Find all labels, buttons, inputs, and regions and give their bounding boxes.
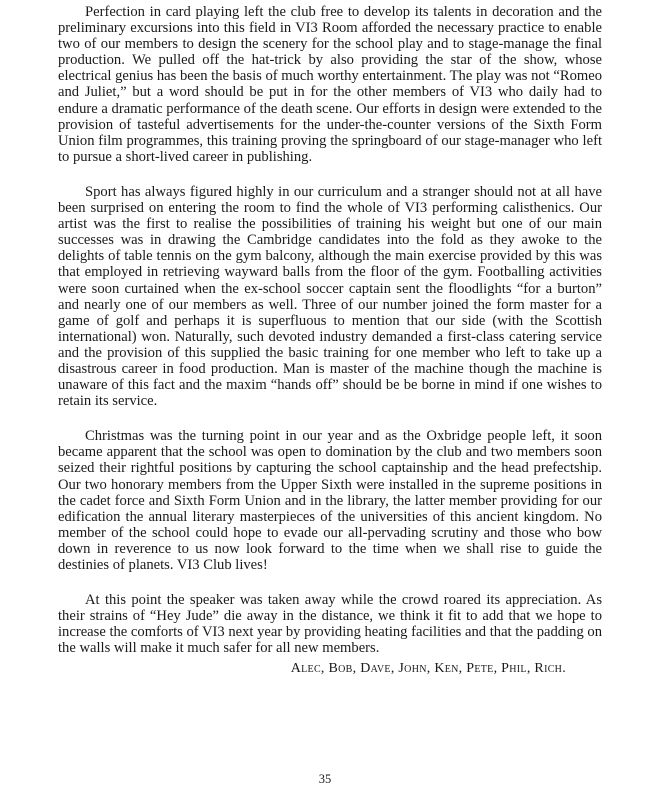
page-number: 35	[318, 772, 332, 786]
signature-names: Alec, Bob, Dave, John, Ken, Pete, Phil, Rich.	[290, 661, 566, 677]
paragraph-sport: Sport has always figured highly in our curriculum and a stranger should not at all have been surprised on entering the room to find the whole of VI3 performing calisthenics. Our artist was the first to realise the possibilities of training his weight but one of our main successes was in drawing the Cambridge candidates into the fold as they awoke to the delights of table tennis on the gym balcony, although the main exercise provided by this was that employed in retrieving wayward balls from the floor of the gym. Footballing activities were soon curtained when the ex-school soccer captain sent the floodlights “for a burton” and nearly one of our members as well. Three of our number joined the form master for a game of golf and perhaps it is superfluous to mention that our side (with the Scottish international) won. Naturally, such devoted industry demanded a first-class catering service and the provision of this supplied the basic training for one member who left to take up a disastrous career in food production. Man is master of the machine though the machine is unaware of this fact and the maxim “hands off” should be be borne in mind if one wishes to retain its service.	[58, 183, 602, 410]
paragraph-closing: At this point the speaker was taken away while the crowd roared its appreciation. As their strains of “Hey Jude” die away in the distance, we think it fit to add that we hope to increase the comforts of VI3 next year by providing heating facilities and that the padding on the walls will make it much safer for all new members.	[58, 592, 602, 657]
paragraph-card-playing: Perfection in card playing left the club free to develop its talents in decoration and the preliminary excursions into this field in VI3 Room afforded the necessary practice to enable two of our members to design the scenery for the school play and to stage-manage the final production. We pulled off the hat-trick by also providing the star of the show, whose electrical genius has been the basis of much worthy entertainment. The play was not “Romeo and Juliet,” but a word should be put in for the other members of VI3 who daily had to endure a dramatic performance of the death scene. Our efforts in design were extended to the provision of tasteful advertisements for the under-the-counter versions of the Sixth Form Union film programmes, this training proving the springboard of our stage-manager who left to pursue a short-lived career in publishing.	[58, 4, 602, 165]
paragraph-christmas: Christmas was the turning point in our year and as the Oxbridge people left, it soon became apparent that the school was open to domination by the club and two members soon seized their rightful positions by capturing the school captainship and the head prefectship. Our two honorary members from the Upper Sixth were installed in the supreme positions in the cadet force and Sixth Form Union and in the library, the latter member providing for our edification the annual literary masterpieces of the universities of this ancient kingdom. No member of the school could hope to evade our all-pervading scrutiny and those who bow down in reverence to us now look forward to the time when we shall rise to guide the destinies of planets. VI3 Club lives!	[58, 428, 602, 573]
